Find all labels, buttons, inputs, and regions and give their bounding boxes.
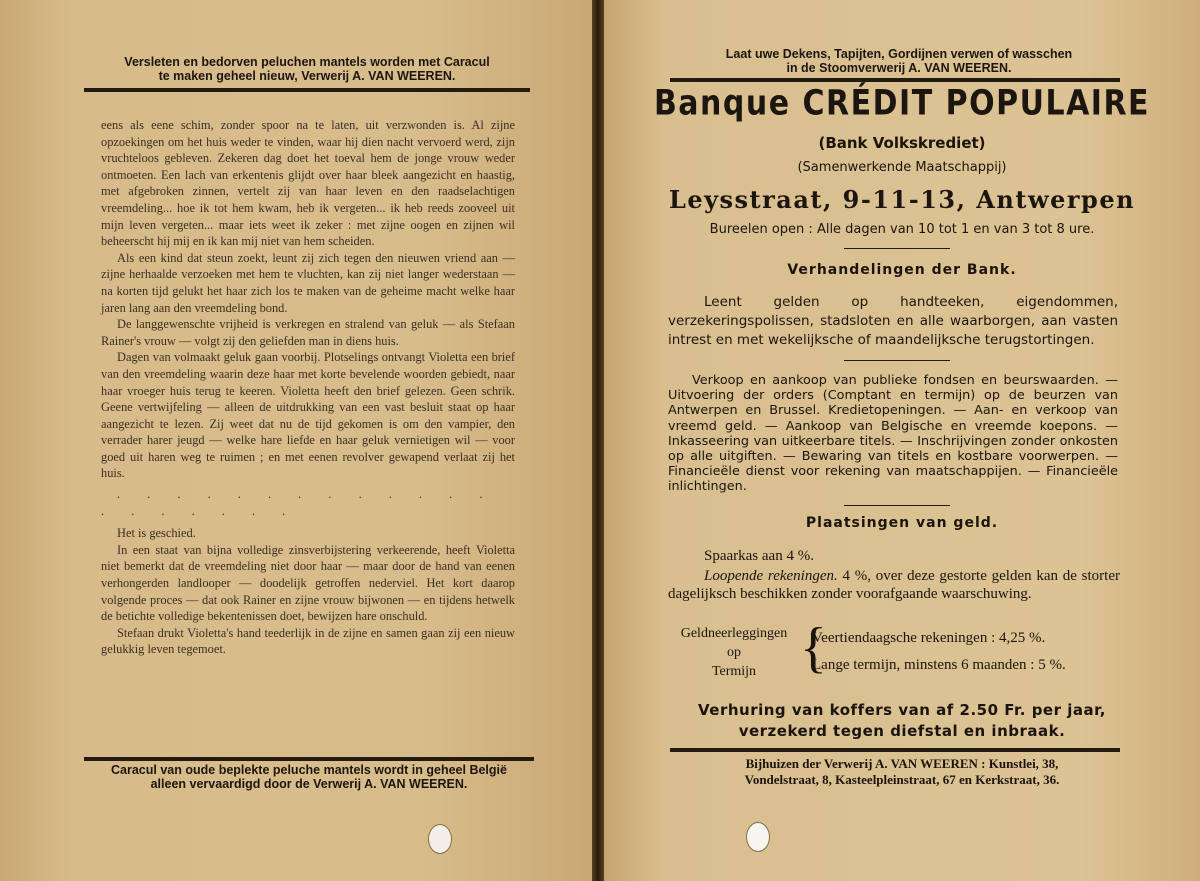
bank-name: Banque CRÉDIT POPULAIRE (653, 83, 1151, 124)
deposits-heading: Plaatsingen van geld. (805, 515, 999, 531)
current-accounts (668, 567, 1120, 603)
right-page (604, 0, 1200, 881)
branches-line: Vondelstraat, 8, Kasteelpleinstraat, 67 en Kerkstraat, 36. (744, 772, 1060, 787)
savings-rate: Spaarkas aan 4 %. (704, 548, 814, 564)
brace: { (800, 617, 827, 679)
divider (670, 78, 1120, 82)
operations-intro: Leent gelden op handteeken, eigendommen, verzekeringspolissen, stadsloten en alle waarborgen, aan vasten intrest en met wekelijksche of maandelijksche terugstortingen. (668, 294, 1118, 348)
ad-line: Laat uwe Dekens, Tapijten, Gordijnen verwen of wasschen (725, 47, 1073, 61)
safe-rental (604, 700, 1200, 742)
term-label-line: op (727, 645, 741, 660)
branches (604, 756, 1200, 788)
paragraph: Het is geschied. (117, 526, 196, 541)
ad-line: in de Stoomverwerij A. VAN WEEREN. (786, 61, 1012, 75)
separator-dots: . . . . . . . . . . . . . . . . . . . . (101, 487, 495, 518)
left-page (0, 0, 592, 881)
term-rate: Veertiendaagsche rekeningen : 4,25 %. (812, 630, 1046, 646)
short-divider (844, 360, 950, 361)
paragraph: Als een kind dat steun zoekt, leunt zij zich tegen den nieuwen vriend aan — zijne herhaalde verzoeken met hem te vluchten, kan zij niet langer wederstaan — na korten tijd gelukt het haar zich los te maken van de geheime macht welke haar jaren lang aan den vreemdeling bond. (101, 250, 515, 315)
short-divider (844, 248, 950, 249)
paragraph: Stefaan drukt Violetta's hand teederlijk in de zijne en samen gaan zij een nieuw gelukkig leven tegemoet. (101, 625, 515, 657)
book-spine (592, 0, 604, 881)
safe-rental-line: verzekerd tegen diefstal en inbraak. (738, 722, 1066, 740)
ad-line: Caracul van oude beplekte peluche mantels wordt in geheel België (111, 763, 507, 777)
opening-hours: Bureelen open : Alle dagen van 10 tot 1 en van 3 tot 8 ure. (709, 222, 1095, 237)
divider (84, 757, 534, 761)
short-divider (844, 505, 950, 506)
top-advertisement (92, 55, 522, 83)
top-advertisement (674, 47, 1124, 75)
bank-address: Leysstraat, 9-11-13, Antwerpen (668, 185, 1136, 214)
current-accounts-text: 4 %, over deze gestorte gelden kan de storter dagelijksch beschikken zonder voorafgaande waarschuwing. (668, 568, 1121, 602)
operations-heading: Verhandelingen der Bank. (787, 262, 1017, 278)
paragraph: Dagen van volmaakt geluk gaan voorbij. Plotselings ontvangt Violetta een brief van den vreemdeling waarin deze haar met korte bevelende woorden gebiedt, naar haar vroeger huis terug te keeren. Violetta heeft den brief gelezen. Geen schrik. Geene vertwijfeling — alleen de uitdrukking van een vast besluit staat op haar aangezicht te lezen. Zij weet dat nu de tijd gekomen is om den vampier, den verrader harer jeugd — welke hare liefde en haar geluk vernietigen wil — voor goed uit haren weg te ruimen ; en met eenen revolver gewapend verlaat zij het huis. (101, 350, 515, 481)
divider (84, 88, 530, 92)
term-label-line: Termijn (711, 664, 757, 679)
ad-line: Versleten en bedorven peluchen mantels worden met Caracul (124, 55, 490, 69)
punch-hole (428, 824, 452, 854)
paragraph: De langgewenschte vrijheid is verkregen en stralend van geluk — als Stefaan Rainer's vrouw — volgt zij den geliefden man in diens huis. (101, 317, 515, 348)
bank-subtitle: (Bank Volkskrediet) (818, 134, 986, 152)
branches-line: Bijhuizen der Verwerij A. VAN WEEREN : Kunstlei, 38, (745, 756, 1059, 771)
story-text (101, 117, 515, 658)
safe-rental-line: Verhuring van koffers van af 2.50 Fr. per jaar, (697, 701, 1107, 719)
current-accounts-label: Loopende rekeningen. (704, 568, 838, 584)
divider (670, 748, 1120, 752)
term-label-line: Geldneerleggingen (680, 626, 788, 641)
operations-list: Verkoop en aankoop van publieke fondsen en beurswaarden. — Uitvoering der orders (Comptant en termijn) op de beurzen van Antwerpen en Brussel. Kredietopeningen. — Aan- en verkoop van vreemd geld. — Aankoop van Belgische en vreemde koepons. — Inkasseering van uitkeerbare titels. — Inschrijvingen zonder onkosten op alle uitgiften. — Bewaring van titels en kostbare voorwerpen. — Financieële dienst voor rekening van maatschappijen. — Financieële inlichtingen. (668, 373, 1118, 495)
paragraph: eens als eene schim, zonder spoor na te laten, uit verzwonden is. Al zijne opzoekingen om het huis weder te vinden, waar hij dien nacht vervoerd werd, zijn vruchteloos gebleven. Zekeren dag doet het toeval hem de jonge vrouw weder ontmoeten. Een lach van erkentenis glijdt over haar bleek aangezicht en haastig, met afgebroken zinnen, vertelt zij van haar leven en den raadselachtigen vreemdeling... hoe ik tot hem kwam, heb ik vergeten... ik heb reeds zooveel uit mijn leven vergeten... maar iets weet ik zeker : met zijne oogen en zijnen wil beheerscht hij mij en ik kan mij niet van hem scheiden. (101, 118, 515, 249)
bottom-advertisement (84, 763, 534, 791)
term-deposits-label (664, 624, 804, 681)
paragraph: In een staat van bijna volledige zinsverbijstering verkeerende, heeft Violetta niet bemerkt dat de vreemdeling niet door haar — maar door de hand van eenen verhongerden landlooper — doodelijk getroffen nederviel. Het kort daarop volgende proces — dat ook Rainer en zijne vrouw bijwonen — en tijdens hetwelk de betichte volledige bekentenissen doet, bewijzen hare onschuld. (101, 542, 515, 624)
punch-hole (746, 822, 770, 852)
ad-line: te maken geheel nieuw, Verwerij A. VAN WEEREN. (158, 69, 456, 83)
term-rate: Lange termijn, minstens 6 maanden : 5 %. (812, 657, 1066, 673)
ad-line: alleen vervaardigd door de Verwerij A. VAN WEEREN. (150, 777, 468, 791)
bank-type: (Samenwerkende Maatschappij) (797, 160, 1007, 175)
